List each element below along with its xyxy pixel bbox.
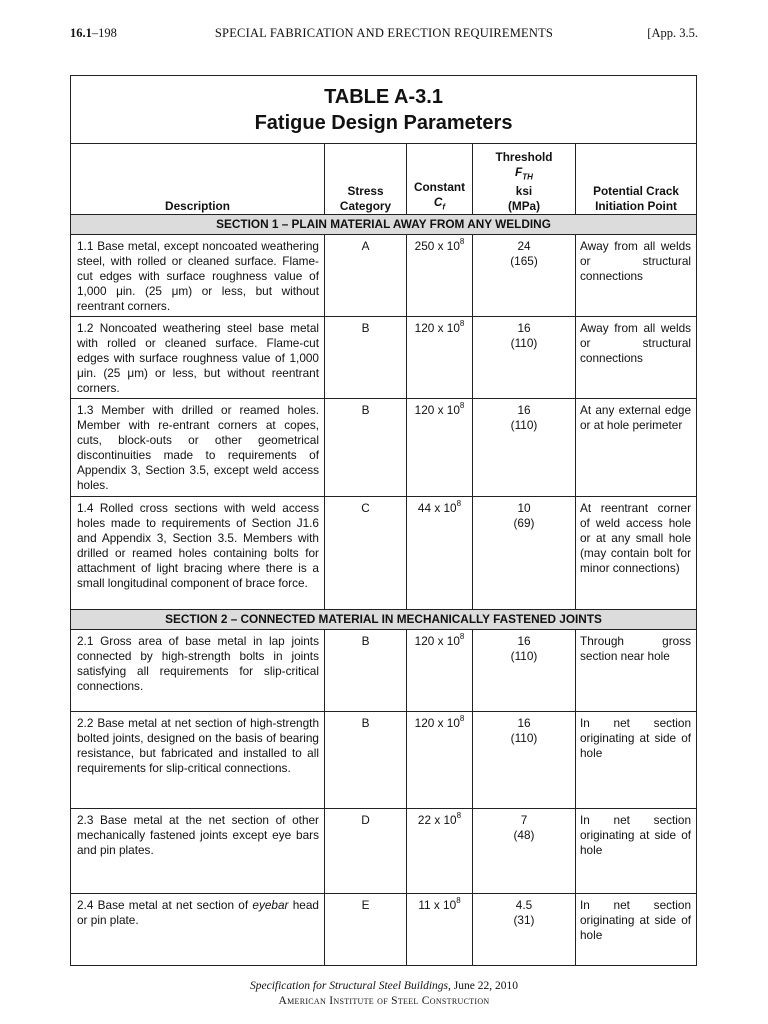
specification-line: Specification for Structural Steel Buildings, June 22, 2010	[249, 980, 518, 992]
table-title	[71, 76, 697, 144]
table-number: TABLE A-3.1	[324, 85, 443, 108]
col-constant: Constant $C_f$	[407, 144, 473, 215]
col-stress-category: Stress Category	[325, 144, 407, 215]
table-row: 1.4 Rolled cross sections with weld access holes made to requirements of Section J1.6 and Appendix 3, Section 3.5. Members with drilled or reamed holes containing bolts for attachment of light bracing where there is a small longitudinal component of brace force. C 44 x $10^8$ 10 (69) At reentrant corner of weld access hole or at any small hole (may contain bolt for minor connections)	[71, 497, 697, 610]
col-description: Description	[71, 144, 325, 215]
page-number: 16.1–198	[70, 26, 117, 40]
col-crack-initiation: Potential Crack Initiation Point	[576, 144, 697, 215]
col-threshold: Threshold $F_{TH}$ ksi (MPa)	[473, 144, 576, 215]
page-header	[70, 26, 698, 42]
section-1-header: SECTION 1 – PLAIN MATERIAL AWAY FROM ANY WELDING	[71, 215, 697, 235]
table-row: 1.1 Base metal, except noncoated weathering steel, with rolled or cleaned surface. Flame-cut edges with surface roughness value of 1,000 μin. (25 μm) or less, but without reentrant corners. A 250 x $10^8$ 24 (165) Away from all welds or structural connections	[71, 235, 697, 317]
institute-name: American Institute of Steel Construction	[278, 995, 490, 1007]
table-subtitle: Fatigue Design Parameters	[254, 111, 513, 134]
table-row: 1.3 Member with drilled or reamed holes. Member with re-entrant corners at copes, cuts, block-outs or other geometrical discontinuities made to requirements of Appendix 3, Section 3.5, except weld access holes. B 120 x $10^8$ 16 (110) At any external edge or at hole perimeter	[71, 399, 697, 497]
column-header-row	[71, 144, 697, 215]
appendix-ref: [App. 3.5.	[647, 26, 698, 40]
table-row: 2.2 Base metal at net section of high-strength bolted joints, designed on the basis of bearing resistance, but fabricated and installed to all requirements for slip-critical connections. B 120 x $10^8$ 16 (110) In net section originating at side of hole	[71, 712, 697, 809]
table-row: 2.1 Gross area of base metal in lap joints connected by high-strength bolts in joints satisfying all requirements for slip-critical connections. B 120 x $10^8$ 16 (110) Through gross section near hole	[71, 630, 697, 712]
running-title: SPECIAL FABRICATION AND ERECTION REQUIREMENTS	[214, 26, 554, 40]
table-row: 2.3 Base metal at the net section of other mechanically fastened joints except eye bars and pin plates. D 22 x $10^8$ 7 (48) In net section originating at side of hole	[71, 809, 697, 894]
table-row: 1.2 Noncoated weathering steel base metal with rolled or cleaned surface. Flame-cut edges with surface roughness value of 1,000 μin. (25 μm) or less, but without reentrant corners. B 120 x $10^8$ 16 (110) Away from all welds or structural connections	[71, 317, 697, 399]
table-row: 2.4 Base metal at net section of eyebar head or pin plate. E 11 x $10^8$ 4.5 (31) In net section originating at side of hole	[71, 894, 697, 966]
page-footer	[0, 979, 768, 1009]
section-2-header: SECTION 2 – CONNECTED MATERIAL IN MECHANICALLY FASTENED JOINTS	[71, 610, 697, 630]
fatigue-table	[70, 75, 697, 966]
